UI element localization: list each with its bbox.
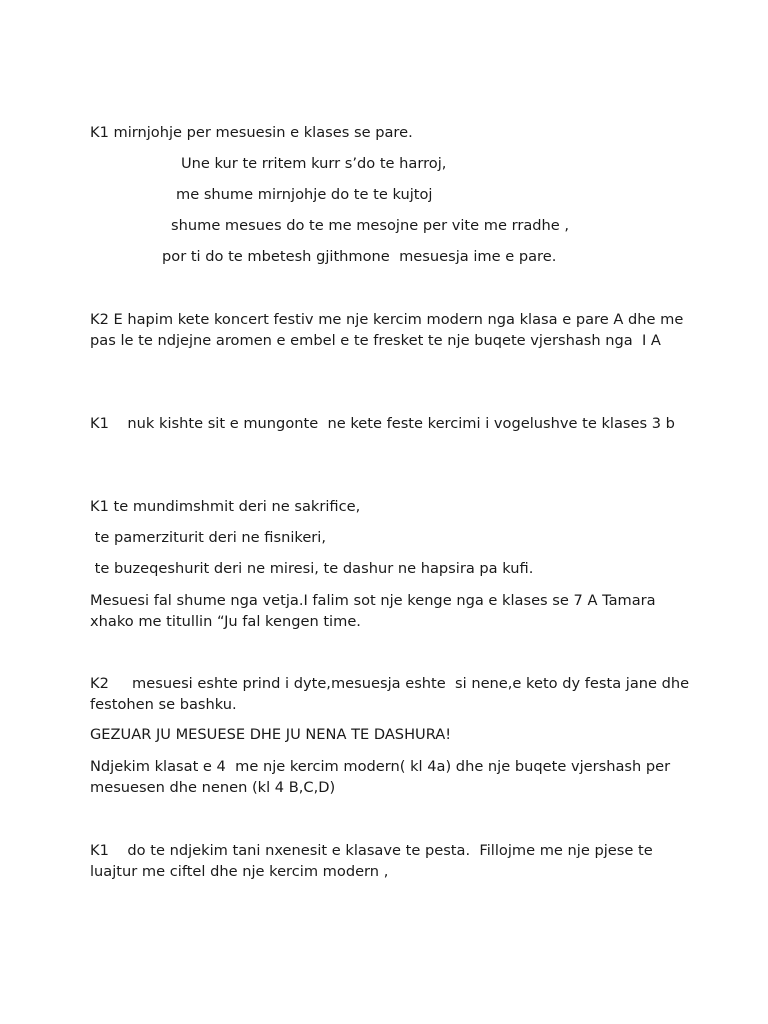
- paragraph-kindness: te buzeqeshurit deri ne miresi, te dashur ne hapsira pa kufi.: [90, 560, 534, 577]
- paragraph-intro: K1 mirnjohje per mesuesin e klases se pare.: [90, 124, 413, 141]
- paragraph-class-4: Ndjekim klasat e 4 me nje kercim modern( kl 4a) dhe nje buqete vjershash per mesuesen dhe nenen (kl 4 B,C,D): [90, 758, 675, 796]
- paragraph-concert-opening: K2 E hapim kete koncert festiv me nje kercim modern nga klasa e pare A dhe me pas le te ndjejne aromen e embel e te fresket te nje buqete vjershash nga I A: [90, 311, 688, 349]
- paragraph-class-5: K1 do te ndjekim tani nxenesit e klasave te pesta. Fillojme me nje pjese te luajtur me ciftel dhe nje kercim modern ,: [90, 842, 658, 880]
- poem-line-2: me shume mirnjohje do te te kujtoj: [176, 186, 433, 203]
- paragraph-sacrifice: K1 te mundimshmit deri ne sakrifice,: [90, 498, 361, 515]
- poem-line-4: por ti do te mbetesh gjithmone mesuesja ime e pare.: [162, 248, 557, 265]
- paragraph-second-parent: K2 mesuesi eshte prind i dyte,mesuesja eshte si nene,e keto dy festa jane dhe festohen se bashku.: [90, 675, 694, 713]
- poem-line-1: Une kur te rritem kurr s’do te harroj,: [181, 155, 447, 172]
- poem-line-3: shume mesues do te me mesojne per vite me rradhe ,: [171, 217, 570, 234]
- paragraph-greeting: GEZUAR JU MESUESE DHE JU NENA TE DASHURA!: [90, 726, 452, 743]
- paragraph-nobility: te pamerziturit deri ne fisnikeri,: [90, 529, 326, 546]
- paragraph-song-7a: Mesuesi fal shume nga vetja.I falim sot nje kenge nga e klases se 7 A Tamara xhako me titullin “Ju fal kengen time.: [90, 592, 661, 630]
- paragraph-dance-3b: K1 nuk kishte sit e mungonte ne kete feste kercimi i vogelushve te klases 3 b: [90, 415, 675, 432]
